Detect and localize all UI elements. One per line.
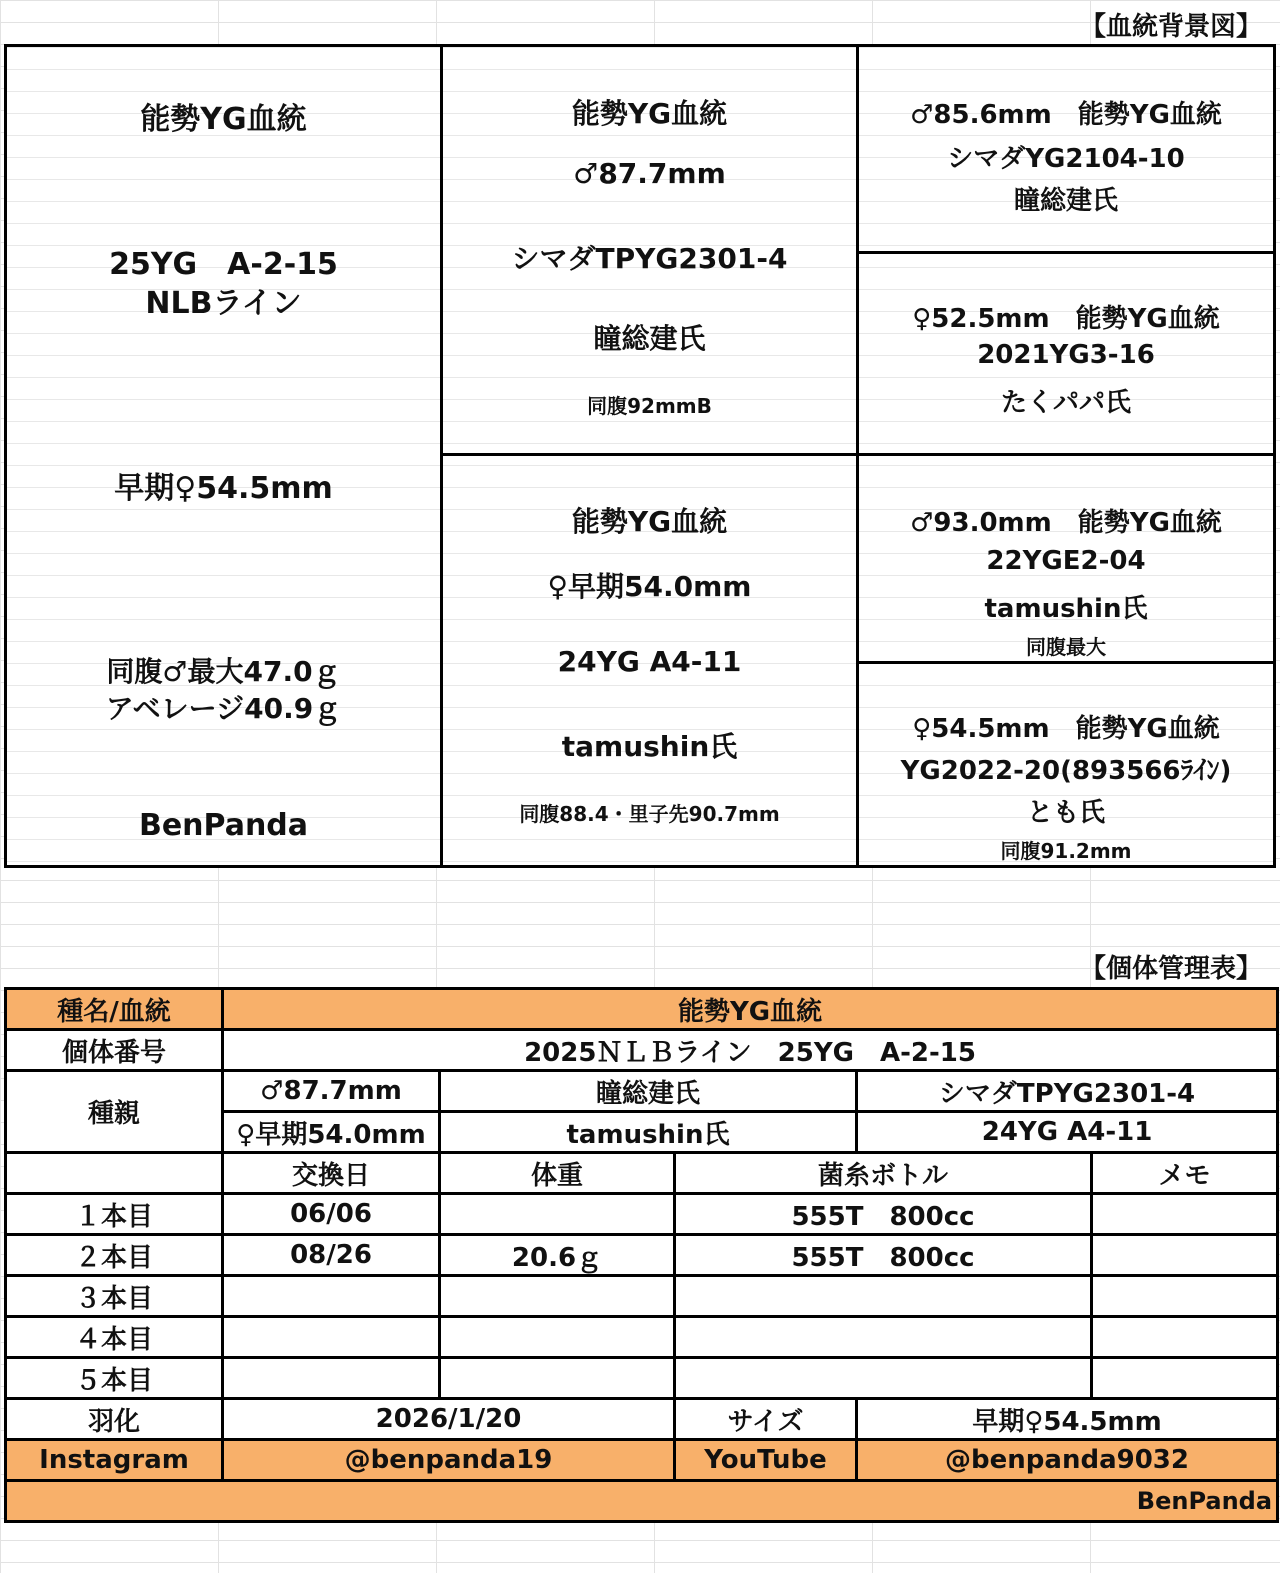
sire-sire-id: シマダYG2104-10 <box>947 144 1185 174</box>
row-memo <box>1092 1194 1278 1235</box>
table-row <box>6 1194 1278 1235</box>
parents-label: 種親 <box>6 1071 223 1153</box>
dam-dam-size: ♀54.5mm 能勢YG血統 <box>912 714 1220 744</box>
grandparents-column <box>859 47 1273 865</box>
row-label: ２本目 <box>6 1235 223 1276</box>
row-weight: 20.6ｇ <box>440 1235 675 1276</box>
table-row <box>6 1235 1278 1276</box>
row-bottle <box>675 1317 1092 1358</box>
row-date: 08/26 <box>223 1235 440 1276</box>
row-weight <box>440 1276 675 1317</box>
row-label: ５本目 <box>6 1358 223 1399</box>
row-date <box>223 1358 440 1399</box>
youtube-handle: @benpanda9032 <box>857 1440 1278 1481</box>
row-weight <box>440 1317 675 1358</box>
row-memo <box>1092 1235 1278 1276</box>
self-id: 25YG A-2-15 <box>109 247 338 282</box>
table-row <box>6 1153 1278 1194</box>
dam-size: ♀早期54.0mm <box>547 570 752 603</box>
self-line: 能勢YG血統 <box>140 102 307 137</box>
dam-id: 24YG A4-11 <box>557 645 742 678</box>
self-line-name: NLBライン <box>145 286 302 321</box>
table-row <box>6 1358 1278 1399</box>
dam-note: 同腹88.4・里子先90.7mm <box>519 802 780 826</box>
table-row <box>6 1317 1278 1358</box>
dam-sire-breeder: tamushin氏 <box>984 594 1148 624</box>
header-blank <box>6 1153 223 1194</box>
sire-breeder-cell: 瞳総建氏 <box>440 1071 857 1112</box>
dam-size-cell: ♀早期54.0mm <box>223 1112 440 1153</box>
table-row <box>6 1481 1278 1522</box>
dam-sire-id: 22YGE2-04 <box>986 546 1146 576</box>
dam-sire-note: 同腹最大 <box>1026 635 1106 659</box>
species-value: 能勢YG血統 <box>223 989 1278 1030</box>
species-label: 種名/血統 <box>6 989 223 1030</box>
row-label: ４本目 <box>6 1317 223 1358</box>
sire-id-cell: シマダTPYG2301-4 <box>857 1071 1278 1112</box>
dam-breeder: tamushin氏 <box>561 730 738 763</box>
footer-credit: BenPanda <box>6 1481 1278 1522</box>
self-size: 早期♀54.5mm <box>114 471 333 506</box>
sire-sire-size: ♂85.6mm 能勢YG血統 <box>910 100 1222 130</box>
table-row <box>6 989 1278 1030</box>
self-column <box>7 47 440 865</box>
management-title: 【個体管理表】 <box>1079 954 1262 984</box>
row-date <box>223 1317 440 1358</box>
individual-id-label: 個体番号 <box>6 1030 223 1071</box>
sire-sire-breeder: 瞳総建氏 <box>1013 186 1118 216</box>
header-date: 交換日 <box>223 1153 440 1194</box>
dam-dam-note: 同腹91.2mm <box>1000 839 1132 863</box>
header-weight: 体重 <box>440 1153 675 1194</box>
sire-dam-id: 2021YG3-16 <box>977 340 1155 370</box>
table-row <box>6 1030 1278 1071</box>
self-average-note: アベレージ40.9ｇ <box>105 692 342 725</box>
row-date: 06/06 <box>223 1194 440 1235</box>
sire-note: 同腹92mmB <box>587 394 712 418</box>
table-row <box>6 1071 1278 1112</box>
pedigree-title: 【血統背景図】 <box>1079 12 1262 42</box>
row-bottle <box>675 1358 1092 1399</box>
instagram-label: Instagram <box>6 1440 223 1481</box>
dam-id-cell: 24YG A4-11 <box>857 1112 1278 1153</box>
size-label: サイズ <box>675 1399 857 1440</box>
row-bottle: 555T 800cc <box>675 1194 1092 1235</box>
row-memo <box>1092 1317 1278 1358</box>
pedigree-chart <box>4 44 1276 868</box>
sire-size-cell: ♂87.7mm <box>223 1071 440 1112</box>
dam-breeder-cell: tamushin氏 <box>440 1112 857 1153</box>
dam-dam-breeder: とも氏 <box>1026 798 1105 828</box>
sire-size: ♂87.7mm <box>573 157 726 190</box>
row-bottle <box>675 1276 1092 1317</box>
dam-dam-id: YG2022-20(893566ﾗｲﾝ) <box>900 756 1232 786</box>
row-memo <box>1092 1358 1278 1399</box>
emergence-date: 2026/1/20 <box>223 1399 675 1440</box>
header-memo: メモ <box>1092 1153 1278 1194</box>
size-value: 早期♀54.5mm <box>857 1399 1278 1440</box>
row-memo <box>1092 1276 1278 1317</box>
sire-dam-breeder: たくパパ氏 <box>1000 388 1131 418</box>
row-label: ３本目 <box>6 1276 223 1317</box>
instagram-handle: @benpanda19 <box>223 1440 675 1481</box>
sire-line: 能勢YG血統 <box>571 97 728 130</box>
youtube-label: YouTube <box>675 1440 857 1481</box>
row-weight <box>440 1358 675 1399</box>
table-row <box>6 1399 1278 1440</box>
table-row <box>6 1276 1278 1317</box>
sire-breeder: 瞳総建氏 <box>593 322 706 355</box>
individual-id-value: 2025ＮＬＢライン 25YG A-2-15 <box>223 1030 1278 1071</box>
parents-column <box>443 47 856 865</box>
header-bottle: 菌糸ボトル <box>675 1153 1092 1194</box>
dam-sire-size: ♂93.0mm 能勢YG血統 <box>910 508 1222 538</box>
row-bottle: 555T 800cc <box>675 1235 1092 1276</box>
row-weight <box>440 1194 675 1235</box>
self-sib-note: 同腹♂最大47.0ｇ <box>106 655 341 688</box>
row-date <box>223 1276 440 1317</box>
dam-line: 能勢YG血統 <box>571 505 728 538</box>
management-table <box>4 987 1279 1523</box>
row-label: １本目 <box>6 1194 223 1235</box>
sire-dam-size: ♀52.5mm 能勢YG血統 <box>912 304 1220 334</box>
emergence-label: 羽化 <box>6 1399 223 1440</box>
table-row <box>6 1440 1278 1481</box>
self-breeder: BenPanda <box>138 808 309 843</box>
sire-id: シマダTPYG2301-4 <box>511 242 788 275</box>
